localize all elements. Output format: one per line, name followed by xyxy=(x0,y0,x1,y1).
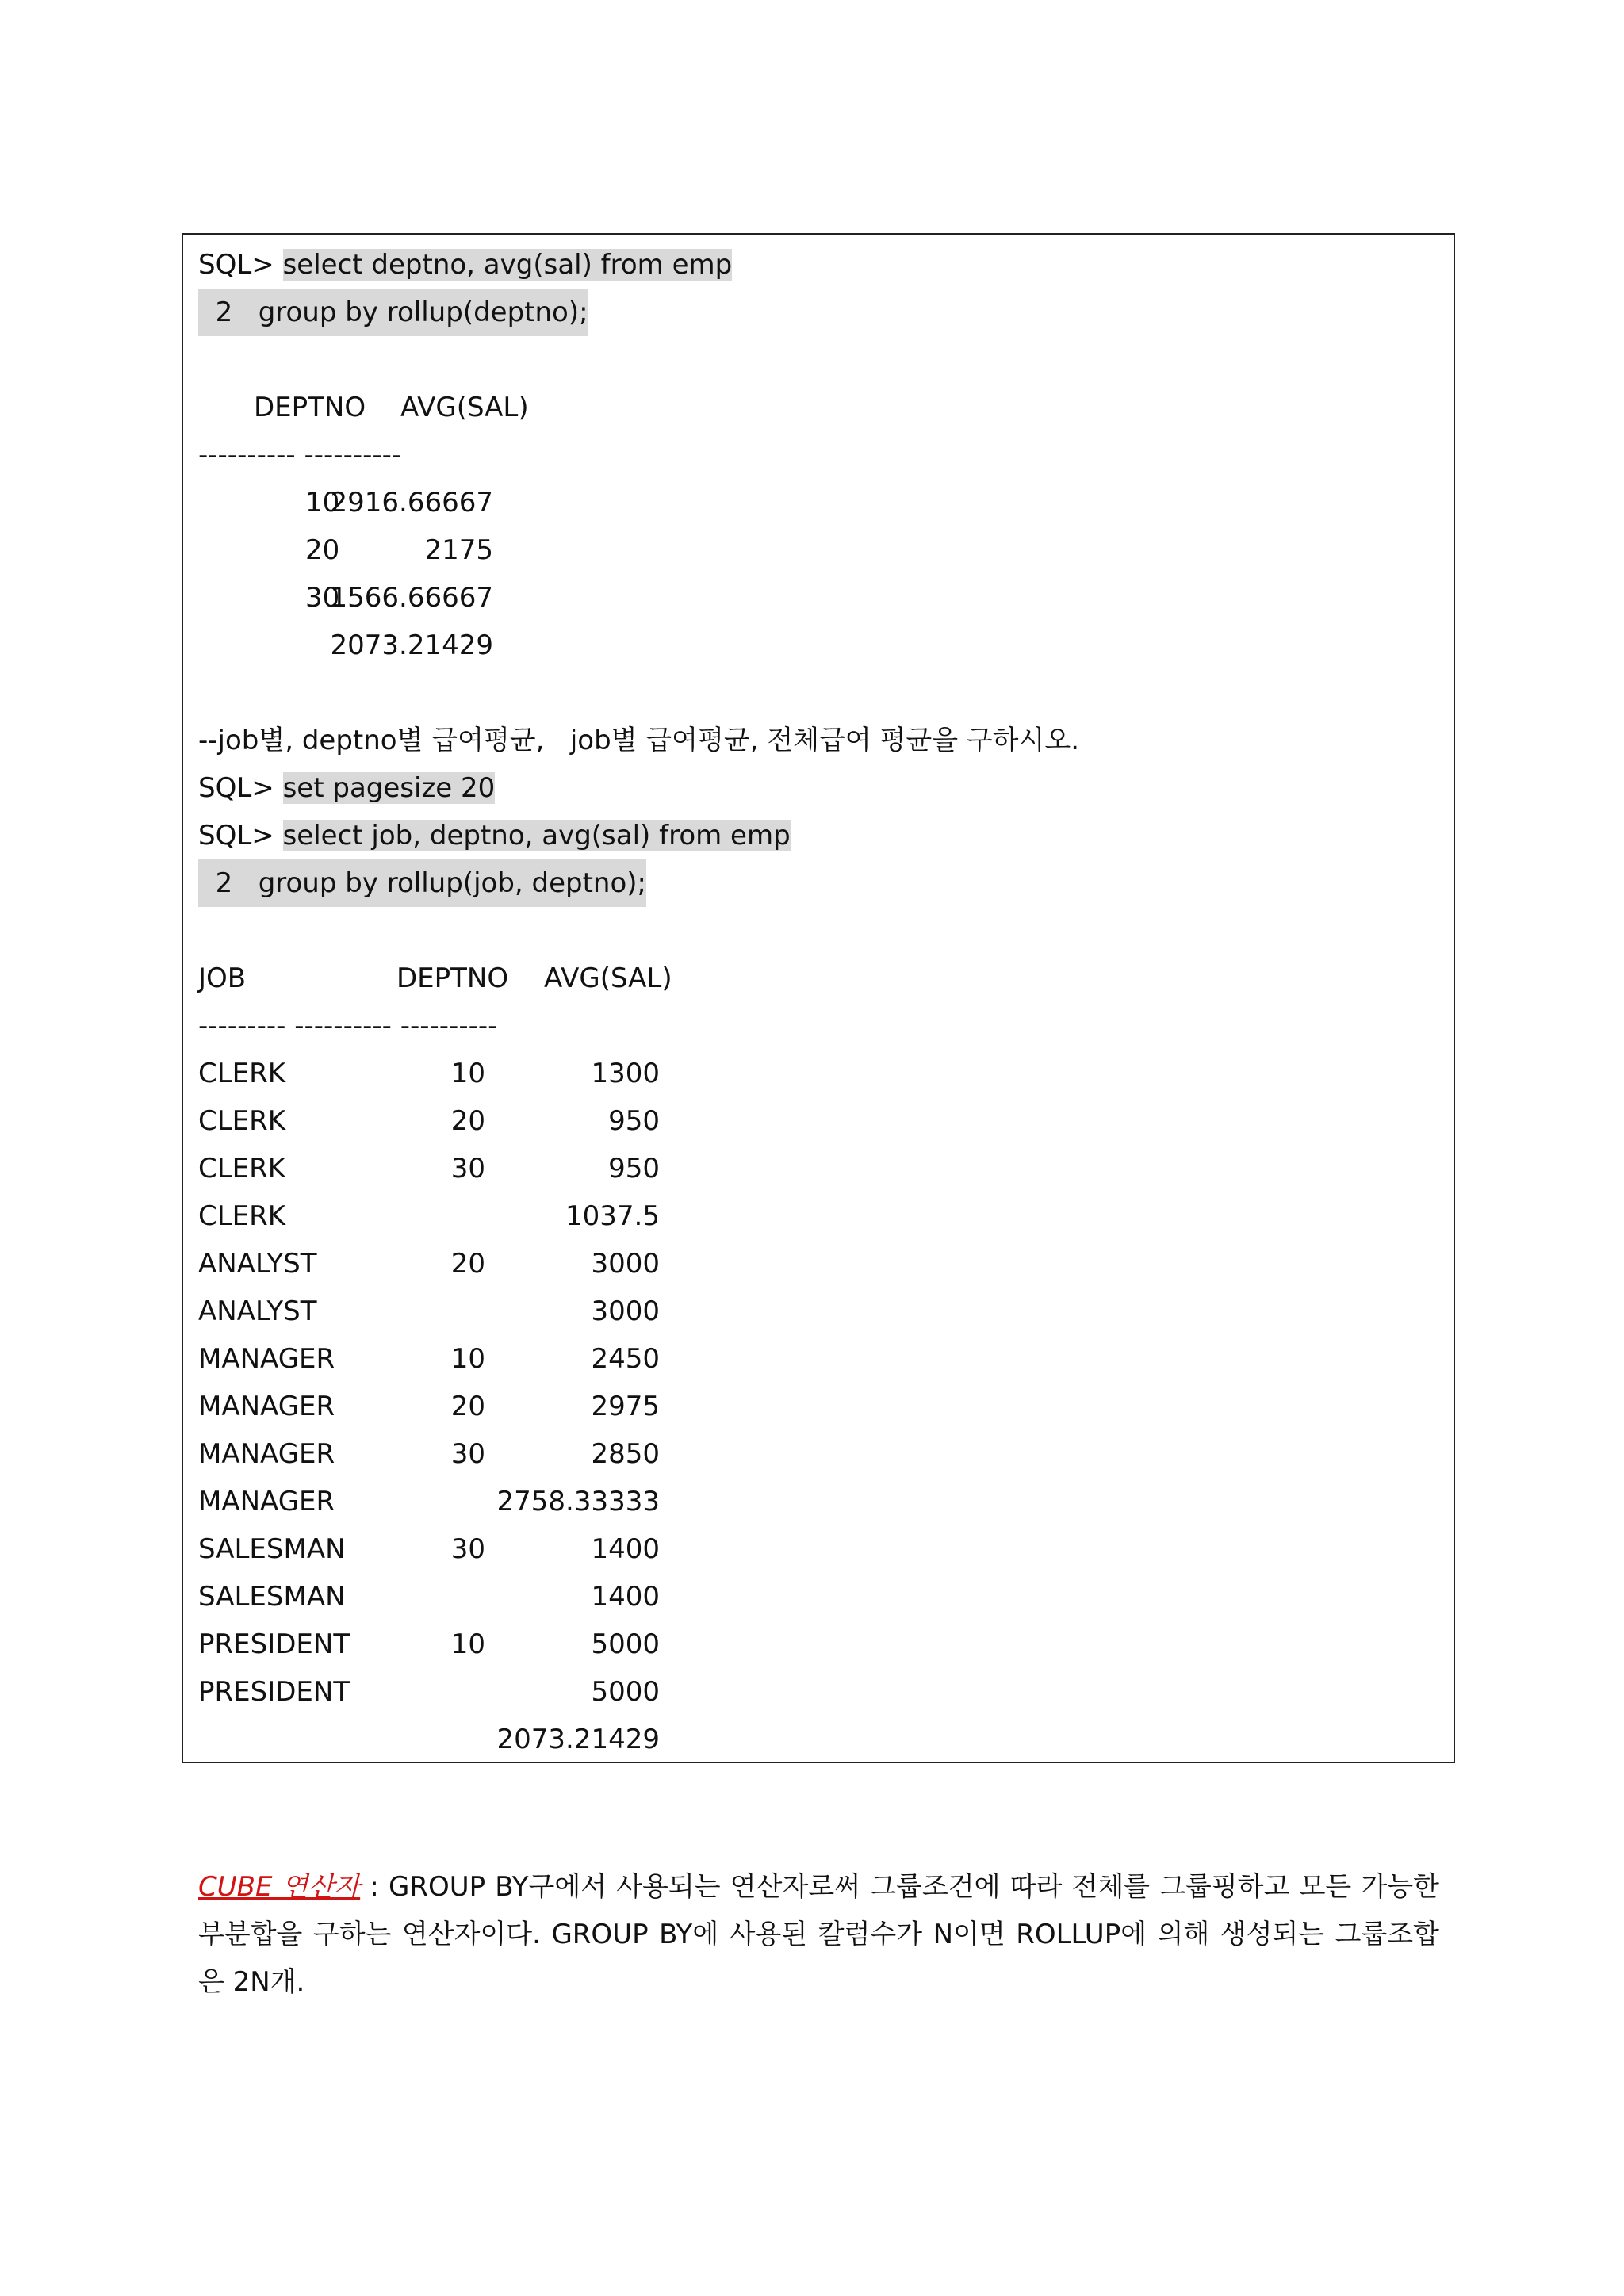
comment-line: --job별, deptno별 급여평균, job별 급여평균, 전체급여 평균을 구하시오. xyxy=(198,725,1080,756)
cell-avg: 3000 xyxy=(591,1295,660,1327)
header-deptno: DEPTNO xyxy=(254,392,366,423)
cell-avg: 2073.21429 xyxy=(330,629,493,661)
cell-deptno: 10 xyxy=(305,487,340,519)
header-avg: AVG(SAL) xyxy=(400,392,529,423)
cell-deptno: 30 xyxy=(305,582,340,614)
cell-job: MANAGER xyxy=(198,1391,335,1422)
cell-job: CLERK xyxy=(198,1058,286,1089)
sql-command: group by rollup(job, deptno); xyxy=(258,867,647,899)
cell-deptno: 10 xyxy=(450,1343,485,1375)
cell-avg: 2975 xyxy=(591,1391,660,1422)
cell-job: SALESMAN xyxy=(198,1533,346,1565)
cube-paragraph xyxy=(198,1863,1439,2006)
cell-deptno: 30 xyxy=(450,1438,485,1470)
cell-avg: 2758.33333 xyxy=(496,1486,660,1517)
cell-deptno: 30 xyxy=(450,1533,485,1565)
cell-avg: 2073.21429 xyxy=(496,1724,660,1755)
sql-line-2 xyxy=(198,859,646,907)
cell-deptno: 10 xyxy=(450,1058,485,1089)
cell-job: CLERK xyxy=(198,1105,286,1137)
sql-prompt: SQL> xyxy=(198,820,283,851)
sql-line-1 xyxy=(198,241,732,289)
cell-avg: 2450 xyxy=(591,1343,660,1375)
cell-deptno: 20 xyxy=(450,1105,485,1137)
cell-job: SALESMAN xyxy=(198,1581,346,1613)
cell-avg: 1400 xyxy=(591,1581,660,1613)
cube-term: CUBE 연산자 xyxy=(198,1871,361,1903)
cell-avg: 5000 xyxy=(591,1628,660,1660)
sql-line-1 xyxy=(198,812,791,859)
header-dashes: --------- ---------- ---------- xyxy=(198,1010,498,1042)
sql-prompt: SQL> xyxy=(198,772,283,804)
cube-description: : GROUP BY구에서 사용되는 연산자로써 그룹조건에 따라 전체를 그룹핑하고 모든 가능한 부분합을 구하는 연산자이다. GROUP BY에 사용된 칼럼수가 N이면 ROLLUP에 의해 생성되는 그룹조합은 2N개. xyxy=(198,1871,1439,1998)
cell-job: MANAGER xyxy=(198,1438,335,1470)
cell-avg: 5000 xyxy=(591,1676,660,1708)
cell-deptno: 30 xyxy=(450,1153,485,1184)
cell-job: CLERK xyxy=(198,1153,286,1184)
cell-avg: 2916.66667 xyxy=(330,487,493,519)
cell-job: MANAGER xyxy=(198,1486,335,1517)
cell-deptno: 20 xyxy=(305,534,340,566)
sql-command: group by rollup(deptno); xyxy=(258,297,588,328)
cell-job: ANALYST xyxy=(198,1295,317,1327)
header-job: JOB xyxy=(198,962,247,994)
header-dashes: ---------- ---------- xyxy=(198,439,402,471)
cell-deptno: 10 xyxy=(450,1628,485,1660)
sql-line-pagesize xyxy=(198,764,495,812)
header-avg: AVG(SAL) xyxy=(544,962,672,994)
header-deptno: DEPTNO xyxy=(396,962,509,994)
sql-command: select job, deptno, avg(sal) from emp xyxy=(282,820,791,851)
cell-deptno: 20 xyxy=(450,1391,485,1422)
cell-deptno: 20 xyxy=(450,1248,485,1280)
line-number: 2 xyxy=(198,297,233,328)
cell-avg: 950 xyxy=(608,1153,660,1184)
cell-avg: 2850 xyxy=(591,1438,660,1470)
sql-line-2 xyxy=(198,289,588,336)
cell-job: CLERK xyxy=(198,1200,286,1232)
cell-avg: 1037.5 xyxy=(565,1200,660,1232)
sql-command: select deptno, avg(sal) from emp xyxy=(282,249,733,281)
cell-job: PRESIDENT xyxy=(198,1676,350,1708)
cell-avg: 1566.66667 xyxy=(330,582,493,614)
cell-avg: 2175 xyxy=(424,534,493,566)
sql-command: set pagesize 20 xyxy=(282,772,496,804)
cell-avg: 1400 xyxy=(591,1533,660,1565)
line-number: 2 xyxy=(198,867,233,899)
cell-avg: 950 xyxy=(608,1105,660,1137)
cell-job: ANALYST xyxy=(198,1248,317,1280)
cell-job: MANAGER xyxy=(198,1343,335,1375)
cell-job: PRESIDENT xyxy=(198,1628,350,1660)
cell-avg: 3000 xyxy=(591,1248,660,1280)
cell-avg: 1300 xyxy=(591,1058,660,1089)
sql-prompt: SQL> xyxy=(198,249,283,281)
